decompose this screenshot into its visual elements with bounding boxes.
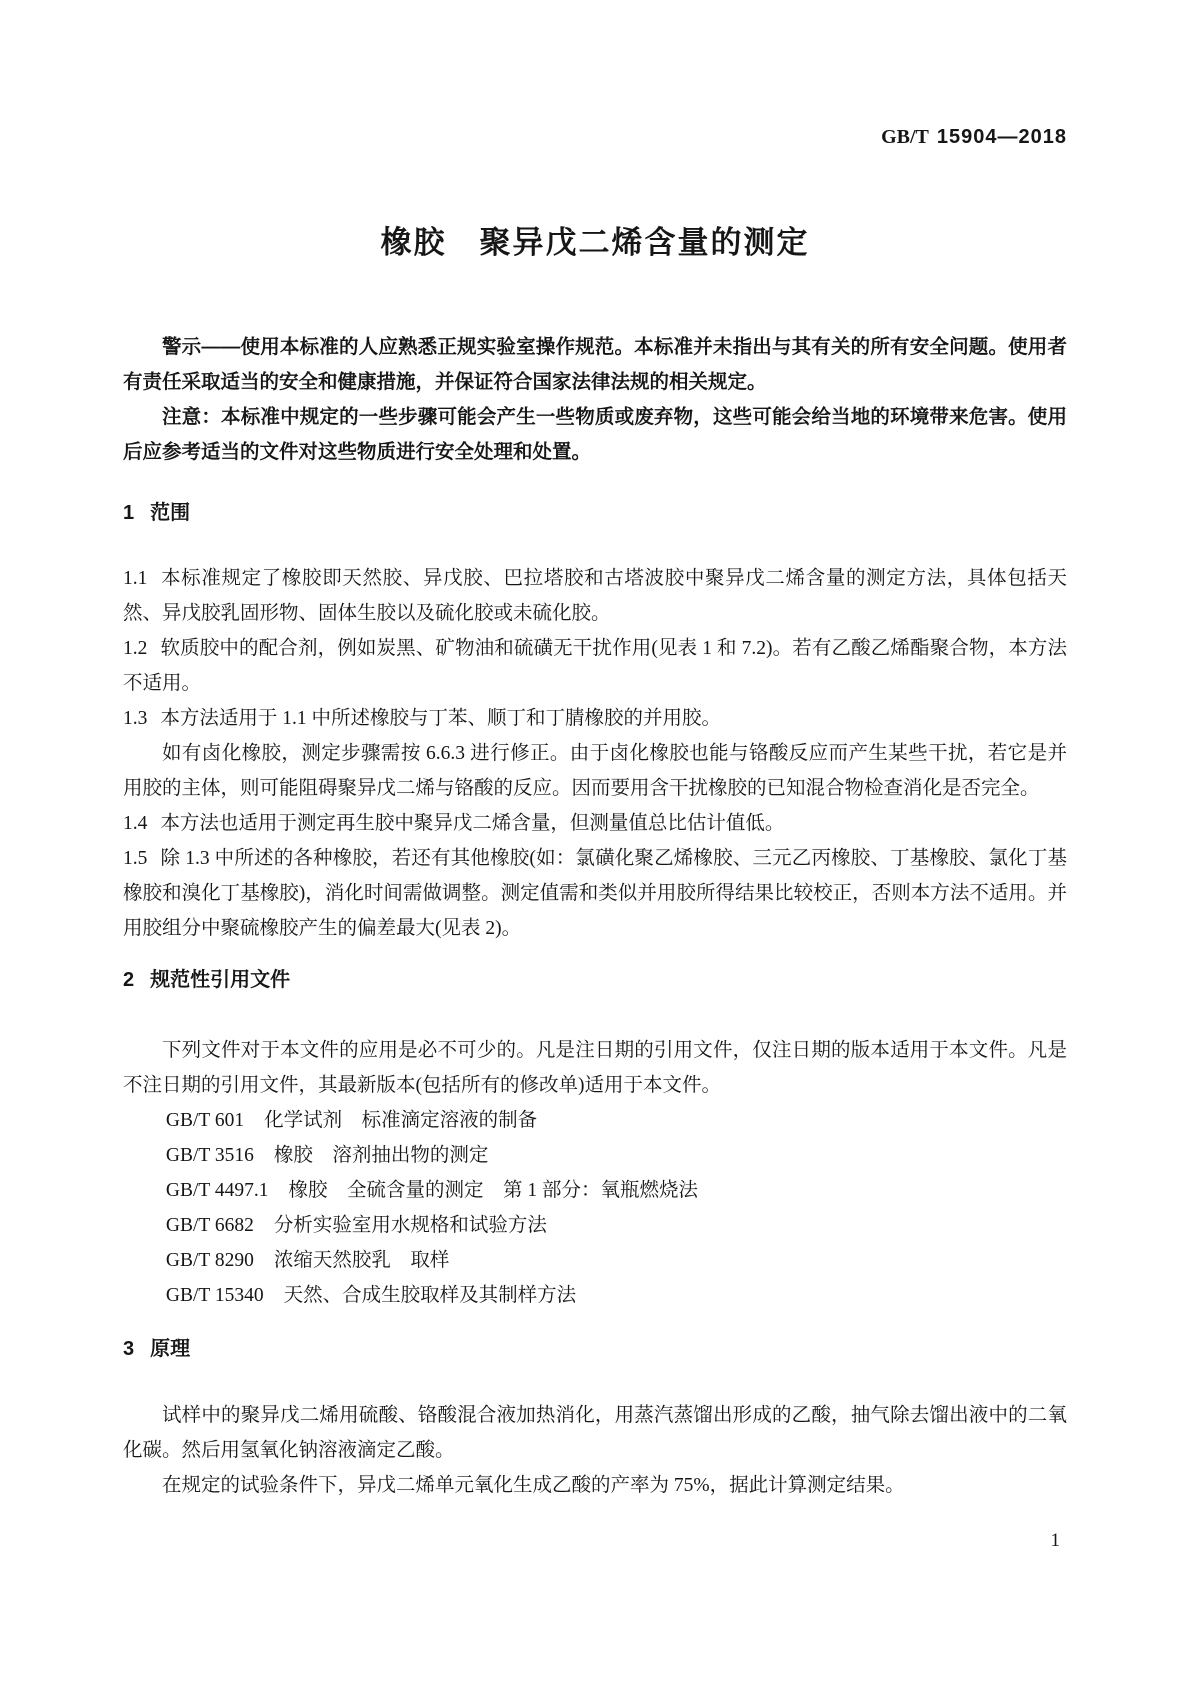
clause-text: 本方法也适用于测定再生胶中聚异戊二烯含量，但测量值总比估计值低。 [160, 813, 785, 834]
document-title: 橡胶 聚异戊二烯含量的测定 [380, 225, 810, 260]
reference-code: GB/T 4497.1 [165, 1180, 269, 1201]
section-title: 规范性引用文件 [150, 969, 291, 991]
standard-code-prefix: GB/T [881, 126, 929, 148]
reference-item [123, 1278, 1067, 1313]
clause-1-2 [123, 631, 1067, 701]
principle-paragraph: 在规定的试验条件下，异戊二烯单元氧化生成乙酸的产率为 75%，据此计算测定结果。 [162, 1475, 905, 1496]
clause-1-1 [123, 561, 1067, 631]
clause-text: 除 1.3 中所述的各种橡胶，若还有其他橡胶(如：氯磺化聚乙烯橡胶、三元乙丙橡胶、丁基橡胶、氯化丁基橡胶和溴化丁基橡胶)，消化时间需做调整。测定值需和类似并用胶所得结果比较校正，否则本方法不适用。并用胶组分中聚硫橡胶产生的偏差最大(见表 2)。 [123, 848, 1067, 939]
reference-name: 天然、合成生胶取样及其制样方法 [283, 1285, 577, 1306]
reference-item [123, 1138, 1067, 1173]
clause-1-4 [123, 806, 1067, 841]
section-references-body [123, 1033, 1067, 1313]
warning-paragraph: 警示——使用本标准的人应熟悉正规实验室操作规范。本标准并未指出与其有关的所有安全问题。使用者有责任采取适当的安全和健康措施，并保证符合国家法律法规的相关规定。 [123, 336, 1067, 393]
standard-code-number: 15904—2018 [936, 126, 1067, 148]
references-intro: 下列文件对于本文件的应用是必不可少的。凡是注日期的引用文件，仅注日期的版本适用于本文件。凡是不注日期的引用文件，其最新版本(包括所有的修改单)适用于本文件。 [123, 1040, 1067, 1096]
section-scope-body [123, 561, 1067, 946]
reference-code: GB/T 8290 [165, 1250, 254, 1271]
reference-code: GB/T 6682 [165, 1215, 254, 1236]
section-principle-body [123, 1398, 1067, 1503]
reference-name: 化学试剂 标准滴定溶液的制备 [264, 1110, 538, 1131]
section-heading-scope [123, 499, 1067, 527]
reference-code: GB/T 601 [165, 1110, 245, 1131]
section-number: 2 [123, 969, 135, 991]
reference-name: 橡胶 溶剂抽出物的测定 [273, 1145, 489, 1166]
clause-1-3 [123, 701, 1067, 736]
reference-item [123, 1243, 1067, 1278]
reference-code: GB/T 15340 [165, 1285, 264, 1306]
clause-label: 1.4 [123, 813, 148, 834]
reference-code: GB/T 3516 [165, 1145, 254, 1166]
clause-text: 本方法适用于 1.1 中所述橡胶与丁苯、顺丁和丁腈橡胶的并用胶。 [160, 708, 722, 729]
principle-paragraph: 试样中的聚异戊二烯用硫酸、铬酸混合液加热消化，用蒸汽蒸馏出形成的乙酸，抽气除去馏出液中的二氧化碳。然后用氢氧化钠溶液滴定乙酸。 [123, 1405, 1067, 1461]
reference-name: 橡胶 全硫含量的测定 第 1 部分：氧瓶燃烧法 [288, 1180, 698, 1201]
clause-1-3-continuation: 如有卤化橡胶，测定步骤需按 6.6.3 进行修正。由于卤化橡胶也能与铬酸反应而产生某些干扰，若它是并用胶的主体，则可能阻碍聚异戊二烯与铬酸的反应。因而要用含干扰橡胶的已知混合物检查消化是否完全。 [123, 743, 1067, 799]
clause-label: 1.2 [123, 638, 148, 659]
section-heading-principle [123, 1335, 1067, 1363]
reference-item [123, 1103, 1067, 1138]
caution-paragraph: 注意：本标准中规定的一些步骤可能会产生一些物质或废弃物，这些可能会给当地的环境带来危害。使用后应参考适当的文件对这些物质进行安全处理和处置。 [123, 406, 1067, 463]
clause-1-5 [123, 841, 1067, 946]
reference-name: 浓缩天然胶乳 取样 [273, 1250, 450, 1271]
clause-label: 1.5 [123, 848, 148, 869]
reference-name: 分析实验室用水规格和试验方法 [273, 1215, 547, 1236]
safety-notices [123, 330, 1067, 470]
section-number: 3 [123, 1338, 135, 1360]
clause-label: 1.1 [123, 568, 148, 589]
section-title: 范围 [150, 502, 191, 524]
section-heading-normative-references [123, 966, 1067, 994]
section-number: 1 [123, 502, 135, 524]
section-title: 原理 [150, 1338, 191, 1360]
reference-item [123, 1208, 1067, 1243]
page-header [123, 126, 1067, 148]
page-number: 1 [1050, 1530, 1060, 1551]
clause-text: 软质胶中的配合剂，例如炭黑、矿物油和硫磺无干扰作用(见表 1 和 7.2)。若有乙酸乙烯酯聚合物，本方法不适用。 [123, 638, 1067, 694]
clause-label: 1.3 [123, 708, 148, 729]
clause-text: 本标准规定了橡胶即天然胶、异戊胶、巴拉塔胶和古塔波胶中聚异戊二烯含量的测定方法，具体包括天然、异戊胶乳固形物、固体生胶以及硫化胶或未硫化胶。 [123, 568, 1067, 624]
reference-item [123, 1173, 1067, 1208]
